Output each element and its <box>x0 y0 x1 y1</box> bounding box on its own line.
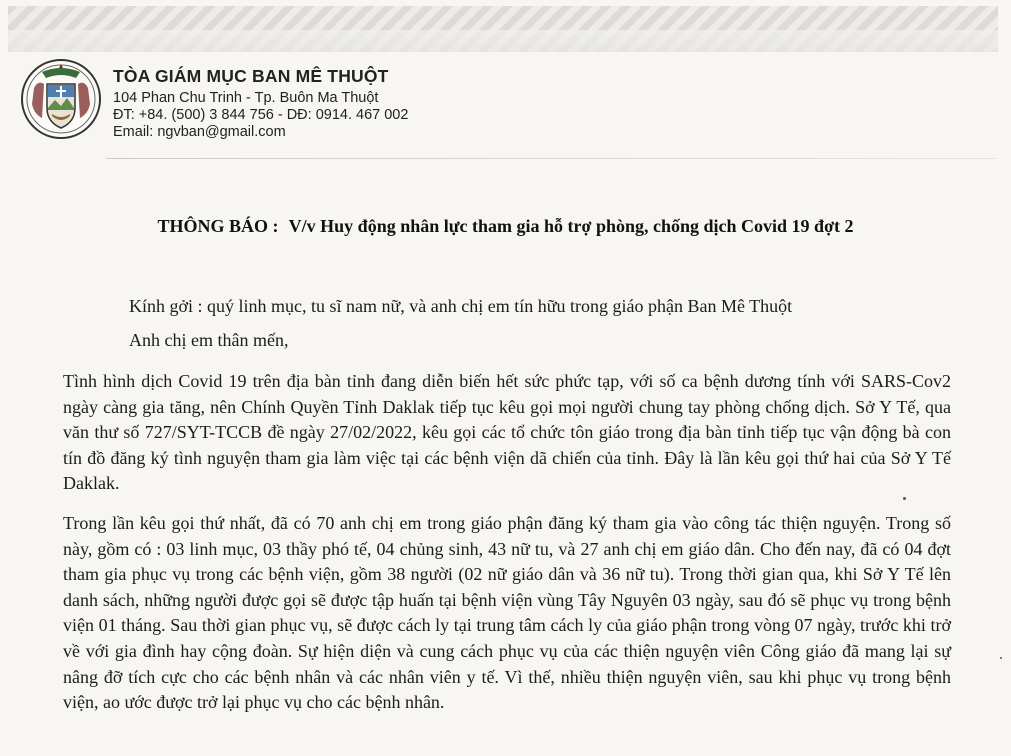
paragraph-2 <box>63 511 951 716</box>
notice-subject: V/v Huy động nhân lực tham gia hỗ trợ phòng, chống dịch Covid 19 đợt 2 <box>288 216 854 236</box>
letterhead <box>113 66 408 141</box>
header-divider <box>106 158 996 159</box>
paragraph-text: Trong lần kêu gọi thứ nhất, đã có 70 anh chị em trong giáo phận đăng ký tham gia vào công tác thiện nguyện. Trong số này, gồm có : 03 linh mục, 03 thầy phó tế, 04 chủng sinh, 43 nữ tu, và 27 anh chị em giáo dân. Cho đến nay, đã có 04 đợt tham gia phục vụ trong các bệnh viện, gồm 38 người (02 nữ giáo dân và 36 nữ tu). Trong thời gian qua, khi Sở Y Tế lên danh sách, những người được gọi sẽ được tập huấn tại bệnh viện vùng Tây Nguyên 03 ngày, sau đó sẽ phục vụ trong bệnh viện 01 tháng. Sau thời gian phục vụ, sẽ được cách ly tại trung tâm cách ly của giáo phận trong vòng 07 ngày, trước khi trở về với gia đình hay cộng đoàn. Sự hiện diện và cung cách phục vụ của các thiện nguyện viên Công giáo đã mang lại sự nâng đỡ tích cực cho các bệnh nhân và các nhân viên y tế. Vì thế, nhiều thiện nguyện viên, sau khi phục vụ trong bệnh viện, ao ước được trở lại phục vụ cho các bệnh nhân. <box>63 513 951 713</box>
scan-speck <box>903 497 906 500</box>
notice-title <box>0 216 1011 237</box>
org-name: TÒA GIÁM MỤC BAN MÊ THUỘT <box>113 66 389 86</box>
paragraph-text: Tình hình dịch Covid 19 trên địa bàn tỉnh đang diễn biến hết sức phức tạp, với số ca bệnh dương tính với SARS-Cov2 ngày càng gia tăng, nên Chính Quyền Tỉnh Daklak tiếp tục kêu gọi mọi người chung tay phòng chống dịch. Sở Y Tế, qua văn thư số 727/SYT-TCCB đề ngày 27/02/2022, kêu gọi các tổ chức tôn giáo trong địa bàn tỉnh tiếp tục vận động bà con tín đồ đăng ký tình nguyện tham gia làm việc tại các bệnh viện dã chiến của tỉnh. Đây là lần kêu gọi thứ hai của Sở Y Tế Daklak. <box>63 371 951 494</box>
notice-label: THÔNG BÁO : <box>157 216 279 236</box>
paragraph-1 <box>63 369 951 497</box>
diocese-coat-of-arms-icon <box>20 58 102 140</box>
greeting: Anh chị em thân mến, <box>129 330 289 350</box>
phone: ĐT: +84. (500) 3 844 756 - DĐ: 0914. 467 002 <box>113 107 409 123</box>
scan-speck <box>1000 657 1002 659</box>
recipients: Kính gởi : quý linh mục, tu sĩ nam nữ, và anh chị em tín hữu trong giáo phận Ban Mê Thuột <box>129 296 793 316</box>
letterhead-pattern-fade <box>8 30 998 52</box>
email: Email: ngvban@gmail.com <box>113 124 286 140</box>
address: 104 Phan Chu Trinh - Tp. Buôn Ma Thuột <box>113 90 379 106</box>
